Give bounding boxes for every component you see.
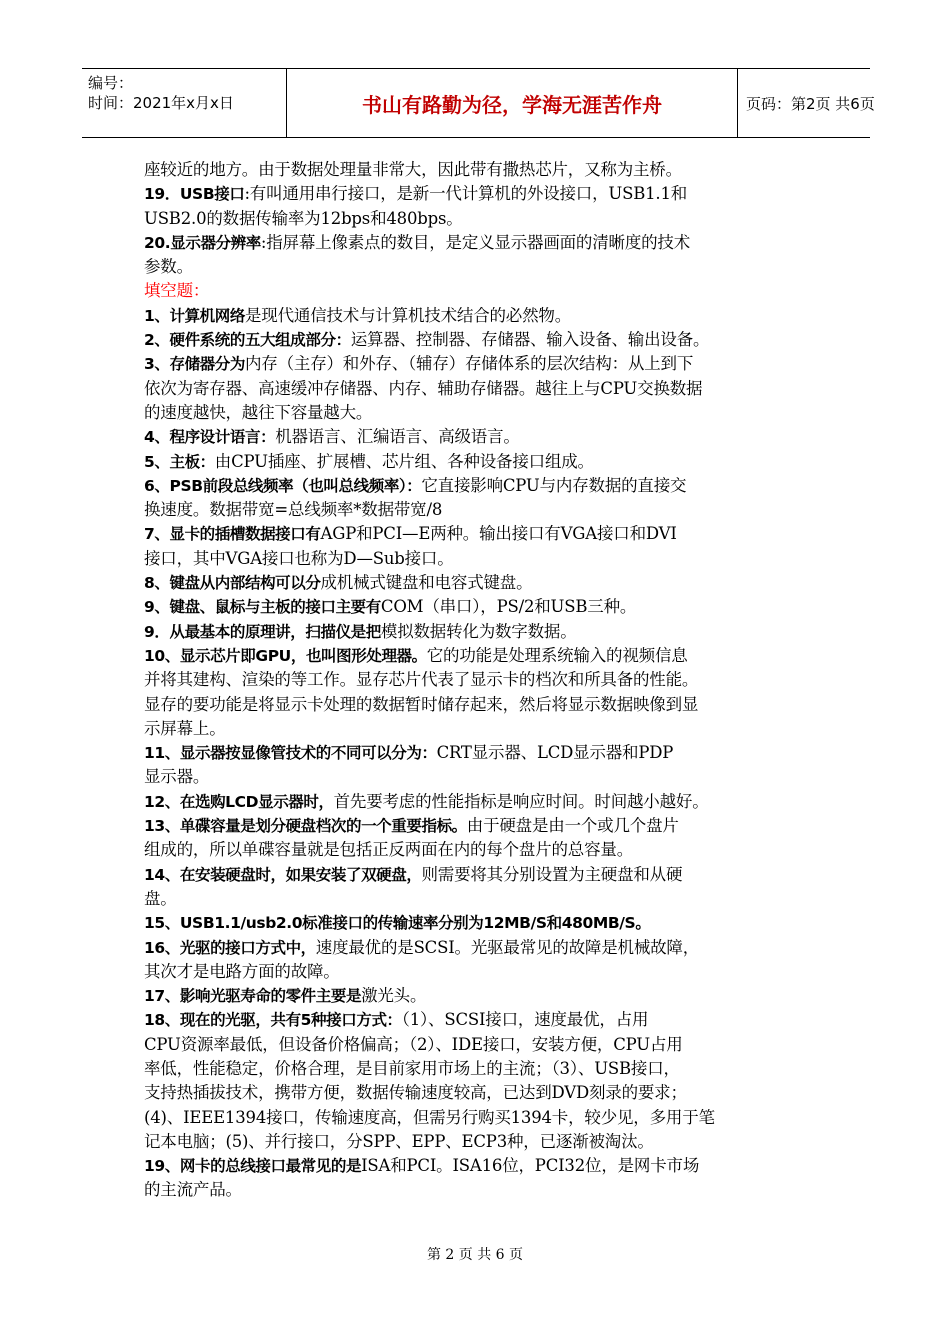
- text-run: 示屏幕上。: [144, 718, 226, 738]
- number-label: 编号：: [88, 74, 134, 92]
- text-line: [144, 255, 812, 279]
- header-motto-cell: [286, 69, 738, 137]
- bold-term: 7、显卡的插槽数据接口有: [144, 525, 321, 544]
- text-line: [144, 595, 812, 619]
- text-line: [144, 401, 812, 425]
- bold-term: 3、存储器分为: [144, 355, 245, 374]
- document-body: [144, 158, 812, 1203]
- text-line: [144, 644, 812, 668]
- text-run: 它的功能是处理系统输入的视频信息: [426, 645, 688, 665]
- bold-term: 17、影响光驱寿命的零件主要是: [144, 987, 362, 1006]
- text-run: 模拟数据转化为数字数据。: [380, 621, 577, 641]
- text-run: AGP和PCI—E两种。输出接口有VGA接口和DVI: [320, 524, 677, 544]
- text-run: 的主流产品。: [144, 1180, 242, 1200]
- text-run: 依次为寄存器、高速缓冲存储器、内存、辅助存储器。越往上与CPU交换数据: [144, 378, 703, 398]
- bold-term: 16、光驱的接口方式中，: [144, 938, 316, 957]
- text-run: 组成的，所以单碟容量就是包括正反两面在内的每个盘片的总容量。: [144, 840, 634, 860]
- text-run: :指屏幕上像素点的数目，是定义显示器画面的清晰度的技术: [260, 232, 691, 252]
- text-line: [144, 717, 812, 741]
- text-line: [144, 522, 812, 546]
- text-line: [144, 1081, 812, 1105]
- text-run: 盘。: [144, 888, 177, 908]
- text-run: 座较近的地方。由于数据处理量非常大，因此带有撒热芯片，又称为主桥。: [144, 160, 682, 179]
- text-line: [144, 960, 812, 984]
- text-line: [144, 741, 812, 765]
- text-line: [144, 547, 812, 571]
- bold-term: 2、硬件系统的五大组成部分：: [144, 331, 351, 350]
- text-line: [144, 620, 812, 644]
- text-line: [144, 279, 812, 303]
- text-line: [144, 1178, 812, 1202]
- text-line: [144, 571, 812, 595]
- bold-term: 12、在选购LCD显示器时，: [144, 792, 334, 811]
- text-run: 机器语言、汇编语言、高级语言。: [275, 427, 520, 447]
- text-line: [144, 1033, 812, 1057]
- text-run: 由CPU插座、扩展槽、芯片组、各种设备接口组成。: [214, 451, 594, 471]
- text-line: [144, 838, 812, 862]
- text-run: :有叫通用串行接口，是新一代计算机的外设接口，USB1.1和: [244, 184, 688, 204]
- text-line: [144, 911, 812, 935]
- text-line: [144, 304, 812, 328]
- text-line: [144, 936, 812, 960]
- text-line: [144, 182, 812, 206]
- text-line: [144, 887, 812, 911]
- text-line: [144, 1106, 812, 1130]
- text-run: (4)、IEEE1394接口，传输速度高，但需另行购买1394卡，较少见，多用于笔: [144, 1107, 715, 1127]
- text-run: 是现代通信技术与计算机技术结合的必然物。: [245, 305, 572, 325]
- text-run: 率低，性能稳定，价格合理，是目前家用市场上的主流；（3）、USB接口，: [144, 1058, 680, 1078]
- text-line: [144, 1154, 812, 1178]
- bold-term: 4、程序设计语言：: [144, 428, 276, 447]
- text-line: [144, 158, 812, 182]
- bold-term: 10、显示芯片即GPU，也叫图形处理器。: [144, 646, 427, 665]
- text-run: 接口，其中VGA接口也称为D—Sub接口。: [144, 548, 454, 568]
- bold-term: 14、在安装硬盘时，如果安装了双硬盘，: [144, 865, 422, 884]
- bold-term: 15、USB1.1/usb2.0标准接口的传输速率分别为12MB/S和480MB/S。: [144, 914, 651, 933]
- page-footer: 第 2 页 共 6 页: [426, 1247, 524, 1263]
- text-line: [144, 693, 812, 717]
- text-run: 则需要将其分别设置为主硬盘和从硬: [421, 864, 683, 884]
- bold-term: 5、主板：: [144, 452, 215, 471]
- text-line: [144, 352, 812, 376]
- text-line: [144, 474, 812, 498]
- text-run: 运算器、控制器、存储器、输入设备、输出设备。: [350, 330, 710, 350]
- bold-term: 18、现在的光驱，共有5种接口方式：: [144, 1011, 402, 1030]
- text-run: CRT显示器、LCD显示器和PDP: [436, 743, 674, 763]
- text-line: [144, 668, 812, 692]
- text-run: 填空题：: [144, 281, 210, 301]
- text-run: 并将其建构、渲染的等工作。显存芯片代表了显示卡的档次和所具备的性能。: [144, 670, 699, 690]
- text-run: 速度最优的是SCSI。光驱最常见的故障是机械故障，: [315, 937, 700, 957]
- text-run: CPU资源率最低，但设备价格偏高；（2）、IDE接口，安装方便，CPU占用: [144, 1034, 683, 1054]
- bold-term: 9．从最基本的原理讲，扫描仪是把: [144, 622, 381, 641]
- header-page-info: 页码：第2页 共6页: [746, 94, 875, 113]
- text-run: 参数。: [144, 257, 193, 277]
- text-run: 成机械式键盘和电容式键盘。: [320, 573, 533, 593]
- text-run: ISA和PCI。ISA16位，PCI32位，是网卡市场: [361, 1156, 700, 1176]
- text-run: 其次才是电路方面的故障。: [144, 961, 340, 981]
- text-run: 记本电脑；(5)、并行接口，分SPP、EPP、ECP3种，已逐渐被淘汰。: [144, 1131, 654, 1151]
- text-run: 它直接影响CPU与内存数据的直接交: [421, 475, 687, 495]
- page-header: [82, 68, 875, 138]
- text-run: 支持热插拔技术，携带方便，数据传输速度较高，已达到DVD刻录的要求；: [144, 1083, 687, 1103]
- text-run: 由于硬盘是由一个或几个盘片: [466, 816, 679, 836]
- text-run: （1）、SCSI接口，速度最优，占用: [401, 1010, 649, 1030]
- text-line: [144, 1008, 812, 1032]
- text-run: 首先要考虑的性能指标是响应时间。时间越小越好。: [333, 791, 709, 811]
- text-run: 显存的要功能是将显示卡处理的数据暂时储存起来，然后将显示数据映像到显: [144, 694, 699, 714]
- text-run: USB2.0的数据传输率为12bps和480bps。: [144, 208, 463, 228]
- text-line: [144, 984, 812, 1008]
- text-line: [144, 328, 812, 352]
- text-run: 的速度越快，越往下容量越大。: [144, 402, 373, 422]
- text-line: [144, 814, 812, 838]
- text-run: 换速度。数据带宽=总线频率*数据带宽/8: [144, 500, 443, 520]
- bold-term: 20.显示器分辨率: [144, 233, 261, 252]
- bold-term: 1、计算机网络: [144, 306, 245, 325]
- bold-term: 8、键盘从内部结构可以分: [144, 574, 321, 593]
- text-line: [144, 207, 812, 231]
- text-run: 激光头。: [361, 986, 427, 1006]
- header-meta: [82, 69, 286, 137]
- bold-term: 19．USB接口: [144, 185, 245, 204]
- bold-term: 9、键盘、鼠标与主板的接口主要有: [144, 598, 381, 617]
- header-motto: 书山有路勤为径，学海无涯苦作舟: [362, 92, 662, 117]
- text-line: [144, 450, 812, 474]
- time-label: 时间：2021年x月x日: [88, 94, 234, 112]
- bold-term: 13、单碟容量是划分硬盘档次的一个重要指标。: [144, 817, 467, 836]
- text-line: [144, 377, 812, 401]
- text-line: [144, 1057, 812, 1081]
- text-run: 显示器。: [144, 767, 210, 787]
- bold-term: 11、显示器按显像管技术的不同可以分为：: [144, 744, 437, 763]
- text-run: COM（串口），PS/2和USB三种。: [380, 597, 637, 617]
- text-line: [144, 1130, 812, 1154]
- bold-term: 19、网卡的总线接口最常见的是: [144, 1157, 362, 1176]
- bold-term: 6、PSB前段总线频率（也叫总线频率）：: [144, 476, 422, 495]
- text-line: [144, 425, 812, 449]
- text-run: 内存（主存）和外存、（辅存）存储体系的层次结构：从上到下: [245, 354, 694, 374]
- text-line: [144, 863, 812, 887]
- text-line: [144, 231, 812, 255]
- text-line: [144, 790, 812, 814]
- text-line: [144, 498, 812, 522]
- text-line: [144, 765, 812, 789]
